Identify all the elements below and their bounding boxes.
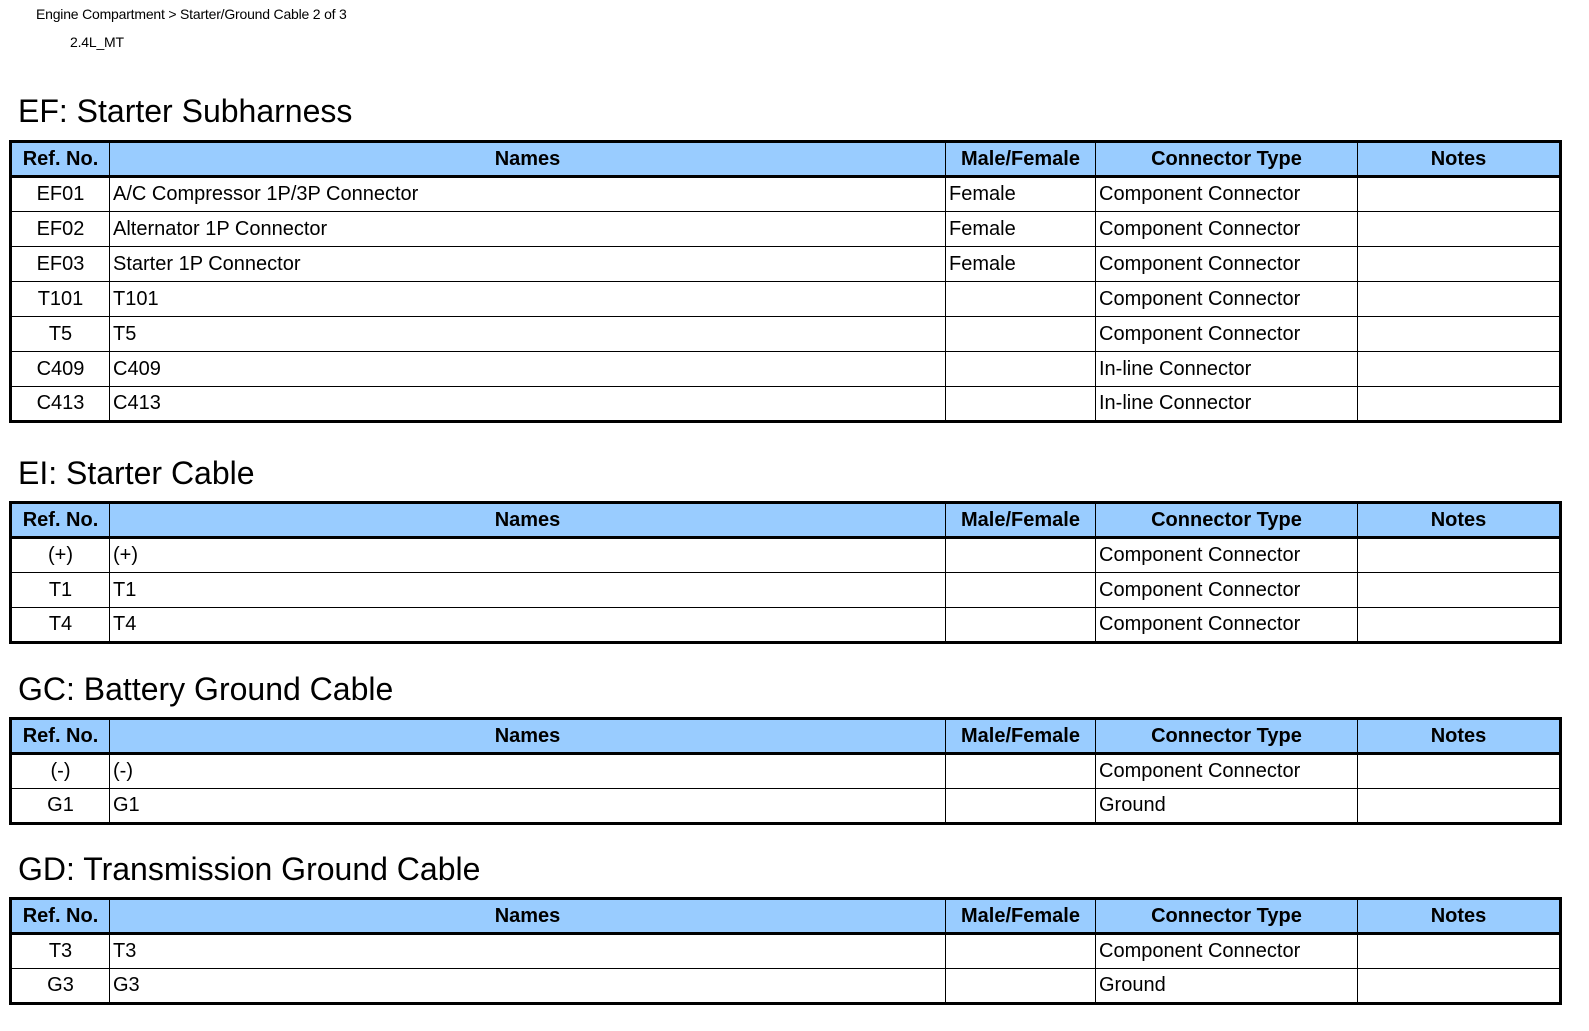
header-names: Names <box>110 719 946 754</box>
section-title: GC: Battery Ground Cable <box>18 671 394 707</box>
breadcrumb: Engine Compartment > Starter/Ground Cable 2 of 3 <box>36 6 347 22</box>
table-row <box>11 934 1561 969</box>
cell-male-female <box>946 352 1096 387</box>
section-title: EF: Starter Subharness <box>18 93 353 129</box>
header-ref: Ref. No. <box>11 719 110 754</box>
header-connector-type: Connector Type <box>1096 503 1358 538</box>
header-ref: Ref. No. <box>11 503 110 538</box>
cell-ref: T3 <box>11 934 110 969</box>
cell-notes <box>1358 969 1561 1004</box>
section-title: EI: Starter Cable <box>18 455 255 491</box>
cell-name: T3 <box>110 934 946 969</box>
cell-ref: EF02 <box>11 212 110 247</box>
cell-male-female <box>946 608 1096 643</box>
table-body <box>11 754 1561 824</box>
header-male-female: Male/Female <box>946 142 1096 177</box>
cell-notes <box>1358 608 1561 643</box>
cell-ref: T5 <box>11 317 110 352</box>
header-notes: Notes <box>1358 503 1561 538</box>
table-row <box>11 247 1561 282</box>
header-male-female: Male/Female <box>946 719 1096 754</box>
table-row <box>11 608 1561 643</box>
cell-name: T5 <box>110 317 946 352</box>
table-body <box>11 934 1561 1004</box>
table-header-row <box>11 899 1561 934</box>
cell-name: G3 <box>110 969 946 1004</box>
table-header-row <box>11 719 1561 754</box>
connector-table <box>9 501 1562 644</box>
cell-name: C413 <box>110 387 946 422</box>
cell-male-female <box>946 387 1096 422</box>
header-male-female: Male/Female <box>946 899 1096 934</box>
cell-connector-type: Component Connector <box>1096 177 1358 212</box>
cell-name: (+) <box>110 538 946 573</box>
section-title: GD: Transmission Ground Cable <box>18 851 481 887</box>
cell-connector-type: In-line Connector <box>1096 352 1358 387</box>
cell-ref: T4 <box>11 608 110 643</box>
cell-male-female <box>946 538 1096 573</box>
header-names: Names <box>110 503 946 538</box>
header-connector-type: Connector Type <box>1096 719 1358 754</box>
cell-male-female <box>946 573 1096 608</box>
cell-connector-type: Component Connector <box>1096 317 1358 352</box>
cell-ref: C413 <box>11 387 110 422</box>
table-row <box>11 789 1561 824</box>
cell-connector-type: Component Connector <box>1096 608 1358 643</box>
table-row <box>11 969 1561 1004</box>
cell-notes <box>1358 352 1561 387</box>
table-row <box>11 352 1561 387</box>
table-header-row <box>11 503 1561 538</box>
cell-male-female <box>946 969 1096 1004</box>
header-names: Names <box>110 899 946 934</box>
cell-connector-type: Component Connector <box>1096 212 1358 247</box>
cell-notes <box>1358 212 1561 247</box>
header-notes: Notes <box>1358 142 1561 177</box>
header-connector-type: Connector Type <box>1096 899 1358 934</box>
cell-notes <box>1358 387 1561 422</box>
header-notes: Notes <box>1358 719 1561 754</box>
table-header-row <box>11 142 1561 177</box>
cell-notes <box>1358 282 1561 317</box>
cell-ref: C409 <box>11 352 110 387</box>
table-row <box>11 754 1561 789</box>
table-row <box>11 317 1561 352</box>
cell-male-female <box>946 789 1096 824</box>
cell-notes <box>1358 754 1561 789</box>
cell-ref: (+) <box>11 538 110 573</box>
header-ref: Ref. No. <box>11 142 110 177</box>
cell-notes <box>1358 789 1561 824</box>
header-male-female: Male/Female <box>946 503 1096 538</box>
cell-connector-type: Component Connector <box>1096 754 1358 789</box>
table-row <box>11 177 1561 212</box>
cell-male-female <box>946 754 1096 789</box>
cell-connector-type: Ground <box>1096 969 1358 1004</box>
cell-ref: EF01 <box>11 177 110 212</box>
cell-connector-type: Component Connector <box>1096 573 1358 608</box>
table-row <box>11 387 1561 422</box>
table-row <box>11 538 1561 573</box>
cell-male-female: Female <box>946 247 1096 282</box>
cell-connector-type: Component Connector <box>1096 538 1358 573</box>
table-body <box>11 177 1561 422</box>
connector-table <box>9 140 1562 423</box>
cell-ref: EF03 <box>11 247 110 282</box>
cell-male-female <box>946 282 1096 317</box>
table-row <box>11 212 1561 247</box>
cell-connector-type: Ground <box>1096 789 1358 824</box>
cell-male-female <box>946 934 1096 969</box>
header-connector-type: Connector Type <box>1096 142 1358 177</box>
header-names: Names <box>110 142 946 177</box>
cell-name: T101 <box>110 282 946 317</box>
cell-notes <box>1358 538 1561 573</box>
cell-name: Starter 1P Connector <box>110 247 946 282</box>
cell-connector-type: Component Connector <box>1096 934 1358 969</box>
connector-table <box>9 717 1562 825</box>
cell-male-female <box>946 317 1096 352</box>
table-body <box>11 538 1561 643</box>
table-row <box>11 573 1561 608</box>
cell-notes <box>1358 934 1561 969</box>
cell-ref: (-) <box>11 754 110 789</box>
cell-name: Alternator 1P Connector <box>110 212 946 247</box>
cell-notes <box>1358 317 1561 352</box>
cell-name: C409 <box>110 352 946 387</box>
header-notes: Notes <box>1358 899 1561 934</box>
subtitle: 2.4L_MT <box>70 34 124 50</box>
cell-ref: T1 <box>11 573 110 608</box>
cell-ref: T101 <box>11 282 110 317</box>
connector-table <box>9 897 1562 1005</box>
cell-name: T4 <box>110 608 946 643</box>
cell-notes <box>1358 573 1561 608</box>
cell-notes <box>1358 247 1561 282</box>
cell-notes <box>1358 177 1561 212</box>
cell-name: (-) <box>110 754 946 789</box>
cell-male-female: Female <box>946 212 1096 247</box>
cell-male-female: Female <box>946 177 1096 212</box>
cell-ref: G1 <box>11 789 110 824</box>
header-ref: Ref. No. <box>11 899 110 934</box>
cell-name: G1 <box>110 789 946 824</box>
cell-ref: G3 <box>11 969 110 1004</box>
cell-name: T1 <box>110 573 946 608</box>
cell-name: A/C Compressor 1P/3P Connector <box>110 177 946 212</box>
cell-connector-type: In-line Connector <box>1096 387 1358 422</box>
cell-connector-type: Component Connector <box>1096 282 1358 317</box>
table-row <box>11 282 1561 317</box>
cell-connector-type: Component Connector <box>1096 247 1358 282</box>
